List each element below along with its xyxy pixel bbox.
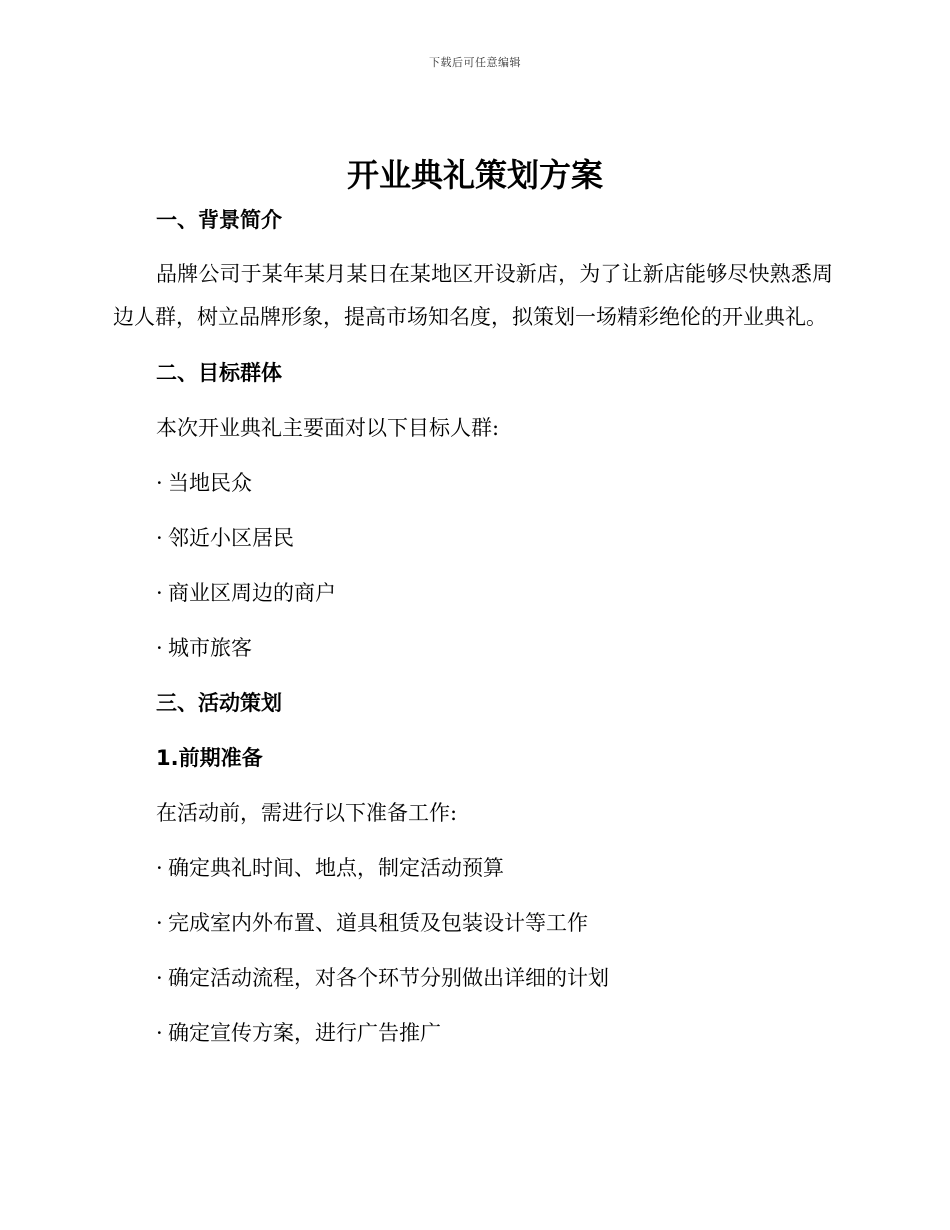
list-item [113,518,833,558]
document-title: 开业典礼策划方案 [346,156,603,194]
bullet-mark: · [156,911,163,935]
section-heading-planning: 三、活动策划 [156,691,282,715]
background-paragraph: 品牌公司于某年某月某日在某地区开设新店，为了让新店能够尽快熟悉周边人群，树立品牌形象，提高市场知名度，拟策划一场精彩绝伦的开业典礼。 [113,262,833,329]
bullet-mark: · [156,526,163,550]
list-item [113,903,833,943]
list-item [113,463,833,503]
list-item [113,1013,833,1053]
bullet-mark: · [156,1021,163,1045]
document-body [113,200,833,1053]
bullet-mark: · [156,636,163,660]
list-item-text: 商业区周边的商户 [168,581,336,605]
subsection-heading-preparation: 1.前期准备 [156,746,263,770]
list-item-text: 当地民众 [168,471,252,495]
list-item [113,628,833,668]
list-item-text: 确定活动流程，对各个环节分别做出详细的计划 [168,966,609,990]
preparation-intro: 在活动前，需进行以下准备工作: [156,801,458,825]
list-item-text: 确定宣传方案，进行广告推广 [168,1021,441,1045]
list-item [113,848,833,888]
audience-intro: 本次开业典礼主要面对以下目标人群: [156,416,500,440]
bullet-mark: · [156,581,163,605]
list-item-text: 城市旅客 [168,636,252,660]
list-item-text: 邻近小区居民 [168,526,294,550]
list-item-text: 确定典礼时间、地点，制定活动预算 [168,856,504,880]
list-item [113,573,833,613]
bullet-mark: · [156,856,163,880]
list-item-text: 完成室内外布置、道具租赁及包装设计等工作 [168,911,588,935]
list-item [113,958,833,998]
section-heading-audience: 二、目标群体 [156,361,282,385]
bullet-mark: · [156,966,163,990]
bullet-mark: · [156,471,163,495]
section-heading-background: 一、背景简介 [156,208,282,232]
header-note: 下载后可任意编辑 [429,56,521,69]
